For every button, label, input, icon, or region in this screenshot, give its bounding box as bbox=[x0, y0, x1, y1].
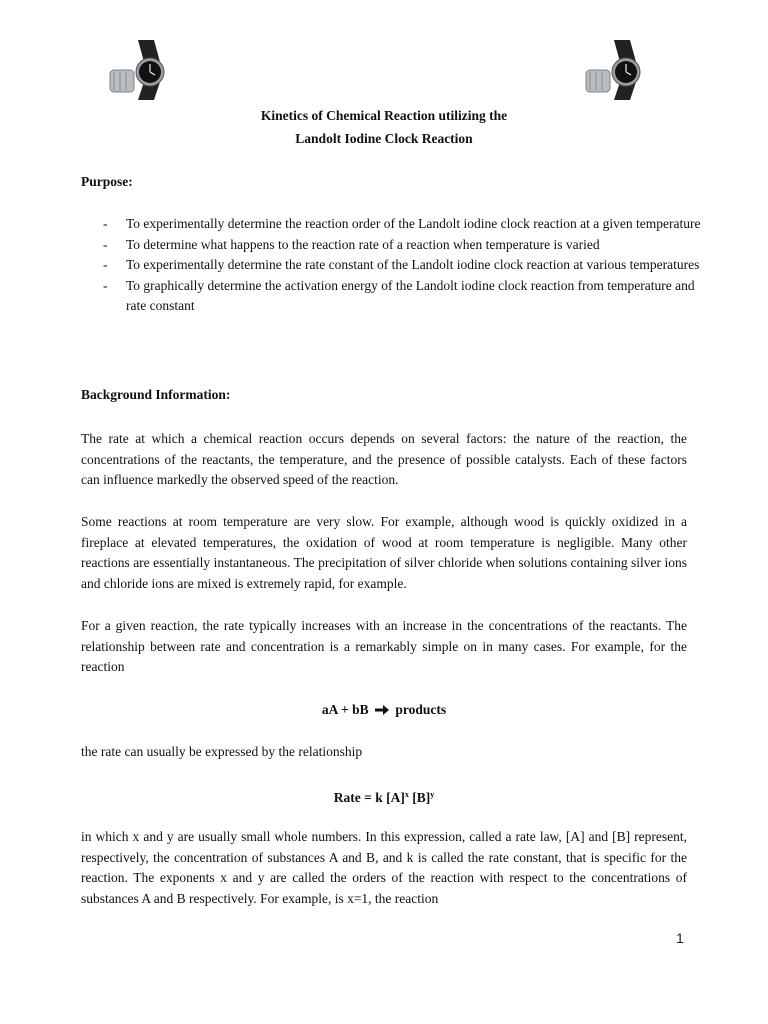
paragraph: the rate can usually be expressed by the relationship bbox=[81, 744, 363, 759]
purpose-item: - To experimentally determine the rate constant of the Landolt iodine clock reaction at various temperatures bbox=[103, 257, 700, 272]
purpose-item: - To graphically determine the activation energy of the Landolt iodine clock reaction from temperature and rate constant bbox=[103, 277, 695, 313]
paragraph: Some reactions at room temperature are very slow. For example, although wood is quickly oxidized in a fireplace at elevated temperatures, the oxidation of wood at room temperature is negligible. Many other reactions are essentially instantaneous. The precipitation of silver chloride when solutions containing silver ions and chloride ions are mixed is extremely rapid, for example. bbox=[81, 514, 687, 591]
purpose-item: - To experimentally determine the reaction order of the Landolt iodine clock reaction at a given temperature bbox=[103, 216, 701, 231]
document-title-line-2: Landolt Iodine Clock Reaction bbox=[295, 131, 473, 146]
paragraph: in which x and y are usually small whole numbers. In this expression, called a rate law, [A] and [B] represent, respectively, the concentration of substances A and B, and k is called the rate constant, that is specific for the reaction. The exponents x and y are called the orders of the reaction with respect to the concentrations of substances A and B respectively. For example, is x=1, the reaction bbox=[81, 829, 687, 906]
purpose-heading: Purpose: bbox=[81, 174, 133, 189]
rate-law-equation: Rate = k $[A]^x$ $[B]^y$ bbox=[333, 790, 435, 805]
equation-products: products bbox=[395, 702, 447, 717]
reaction-equation bbox=[0, 700, 768, 720]
watch-logo-icon bbox=[104, 38, 168, 102]
background-heading: Background Information: bbox=[81, 387, 231, 402]
purpose-item: - To determine what happens to the reaction rate of a reaction when temperature is varied bbox=[103, 236, 600, 252]
paragraph: The rate at which a chemical reaction occurs depends on several factors: the nature of the reaction, the concentrations of the reactants, the temperature, and the presence of possible catalysts. Each of these factors can influence markedly the observed speed of the reaction. bbox=[81, 431, 687, 487]
page-number: 1 bbox=[676, 930, 684, 946]
purpose-list bbox=[81, 214, 701, 317]
watch-logo-icon bbox=[580, 38, 644, 102]
right-arrow-icon bbox=[375, 705, 389, 715]
equation-reactants: aA + bB bbox=[321, 702, 369, 717]
document-title-line-1: Kinetics of Chemical Reaction utilizing the bbox=[260, 108, 508, 123]
paragraph: For a given reaction, the rate typically increases with an increase in the concentrations of the reactants. The relationship between rate and concentration is a remarkably simple on in many cases. For example, for the reaction bbox=[81, 618, 687, 674]
